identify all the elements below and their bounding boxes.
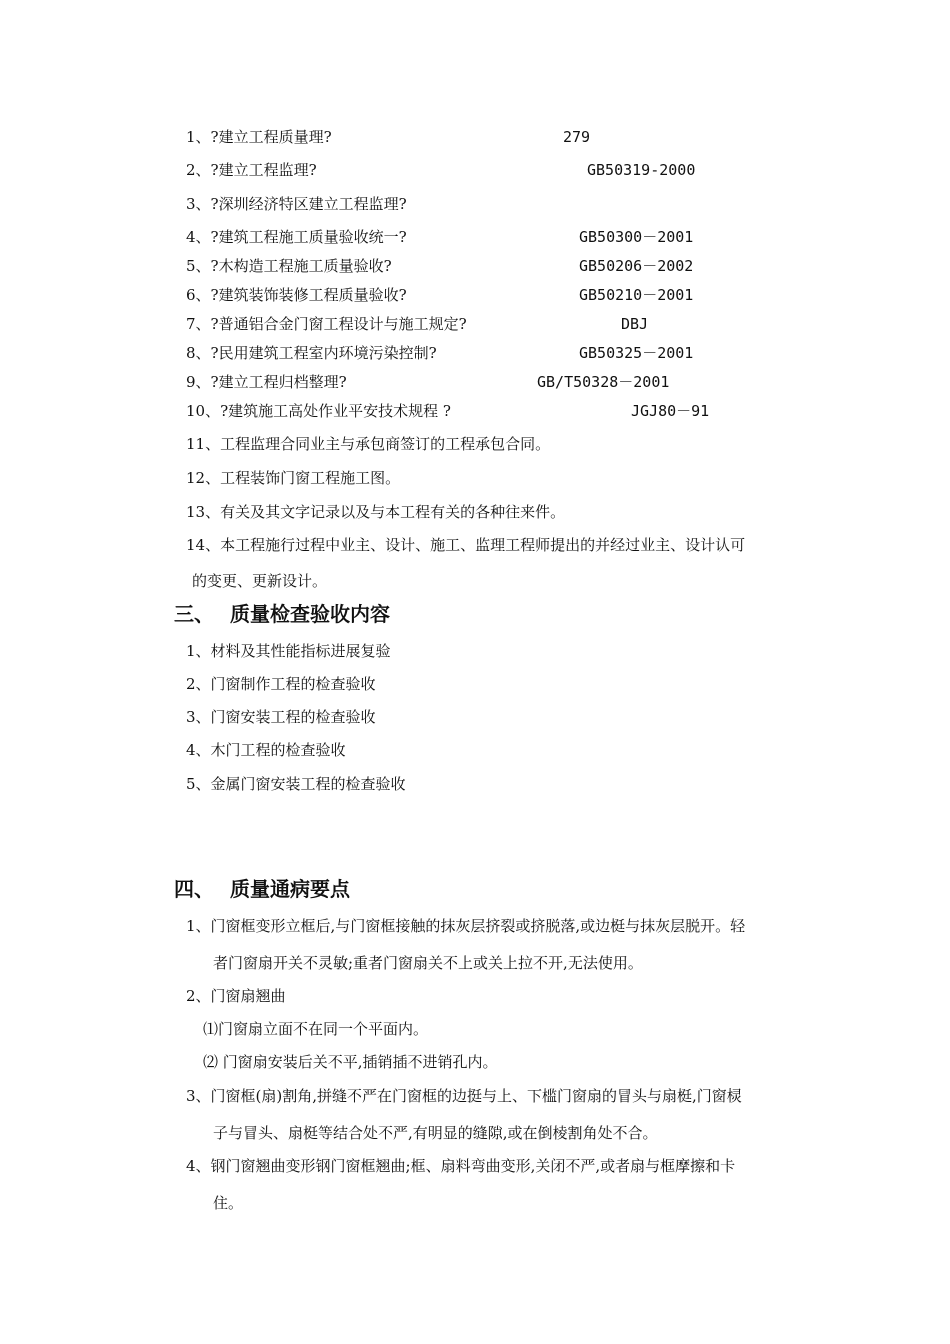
list-item: 3、门窗安装工程的检查验收 [186,708,376,726]
reference-item: 11、工程监理合同业主与承包商签订的工程承包合同。 [186,435,551,453]
standard-code: GB/T50328－2001 [537,373,670,391]
section-heading [174,601,390,627]
paragraph-line: 子与冒头、扇梃等结合处不严,有明显的缝隙,或在倒棱割角处不合。 [213,1124,658,1142]
standard-code: JGJ80－91 [631,402,710,420]
standard-code: GB50300－2001 [579,228,694,246]
reference-item: 6、?建筑装饰装修工程质量验收? [186,286,407,304]
reference-item: 4、?建筑工程施工质量验收统一? [186,228,407,246]
paragraph-line: 1、门窗框变形立框后,与门窗框接触的抹灰层挤裂或挤脱落,或边梃与抹灰层脱开。轻 [186,917,746,935]
list-item: 2、门窗制作工程的检查验收 [186,675,376,693]
section-heading [174,876,350,902]
reference-item: 14、本工程施行过程中业主、设计、施工、监理工程师提出的并经过业主、设计认可 [186,536,746,554]
reference-item: 3、?深圳经济特区建立工程监理? [186,195,407,213]
list-item: 1、材料及其性能指标进展复验 [186,642,391,660]
section-number: 三、 [174,602,214,626]
standard-code: GB50210－2001 [579,286,694,304]
standard-code: 279 [563,128,591,146]
reference-item: 2、?建立工程监理? [186,161,317,179]
section-number: 四、 [174,877,214,901]
standard-code: GB50206－2002 [579,257,694,275]
reference-item: 7、?普通铝合金门窗工程设计与施工规定? [186,315,467,333]
section-title: 质量通病要点 [230,877,350,901]
section-title: 质量检查验收内容 [230,602,390,626]
list-item: 5、金属门窗安装工程的检查验收 [186,775,406,793]
reference-item: 12、工程装饰门窗工程施工图。 [186,469,401,487]
paragraph-line: 2、门窗扇翘曲 [186,987,286,1005]
standard-code: GB50325－2001 [579,344,694,362]
paragraph-line: ⑴门窗扇立面不在同一个平面内。 [203,1020,429,1038]
reference-item: 9、?建立工程归档整理? [186,373,347,391]
paragraph-line: 3、门窗框(扇)割角,拼缝不严在门窗框的边挺与上、下槛门窗扇的冒头与扇梃,门窗棂 [186,1087,742,1105]
reference-item-continuation: 的变更、更新设计。 [192,572,328,590]
reference-item: 5、?木构造工程施工质量验收? [186,257,392,275]
paragraph-line: ⑵ 门窗扇安装后关不平,插销插不进销孔内。 [203,1053,498,1071]
paragraph-line: 者门窗扇开关不灵敏;重者门窗扇关不上或关上拉不开,无法使用。 [213,954,643,972]
reference-item: 10、?建筑施工高处作业平安技术规程 ? [186,402,451,420]
list-item: 4、木门工程的检查验收 [186,741,346,759]
standard-code: DBJ [621,315,649,333]
paragraph-line: 住。 [213,1194,244,1212]
reference-item: 1、?建立工程质量理? [186,128,332,146]
standard-code: GB50319-2000 [587,161,696,179]
paragraph-line: 4、钢门窗翘曲变形钢门窗框翘曲;框、扇料弯曲变形,关闭不严,或者扇与框摩擦和卡 [186,1157,736,1175]
reference-item: 13、有关及其文字记录以及与本工程有关的各种往来件。 [186,503,566,521]
reference-item: 8、?民用建筑工程室内环境污染控制? [186,344,437,362]
